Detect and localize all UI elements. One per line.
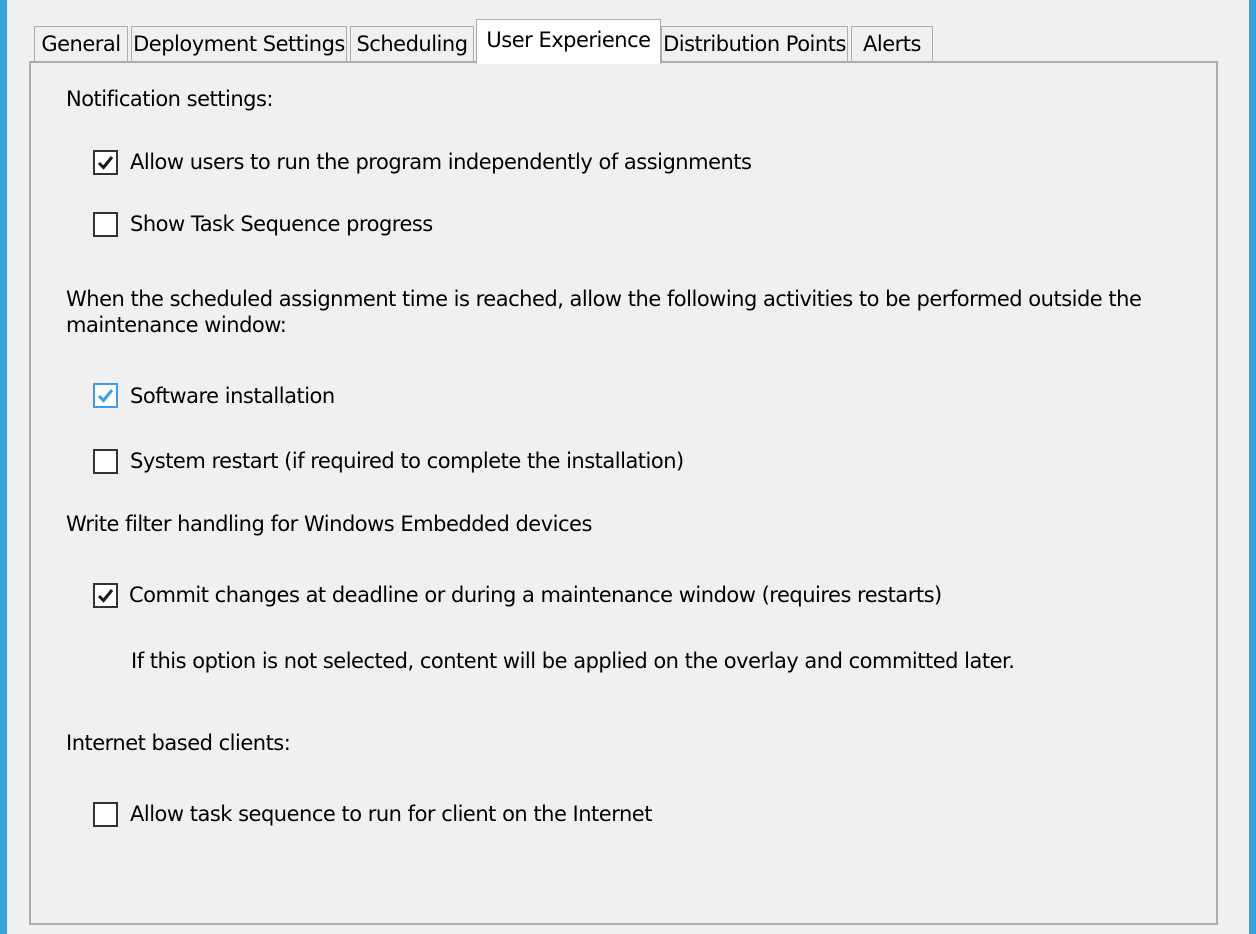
commit-changes-label[interactable]: Commit changes at deadline or during a maintenance window (requires restarts) [129, 583, 942, 607]
show-progress-label[interactable]: Show Task Sequence progress [130, 212, 433, 236]
window-frame-right [1249, 0, 1256, 934]
commit-changes-checkbox[interactable] [93, 583, 118, 608]
tab-deployment-settings[interactable]: Deployment Settings [131, 26, 347, 62]
write-filter-heading: Write filter handling for Windows Embedded devices [66, 512, 592, 536]
maintenance-heading-line1: When the scheduled assignment time is reached, allow the following activities to be performed outside the [66, 287, 1142, 311]
checkmark-icon [97, 154, 114, 171]
software-installation-checkbox[interactable] [93, 383, 118, 408]
show-progress-checkbox[interactable] [93, 212, 118, 237]
checkmark-icon [97, 587, 114, 604]
software-installation-label[interactable]: Software installation [130, 384, 335, 408]
allow-internet-checkbox[interactable] [93, 802, 118, 827]
system-restart-checkbox[interactable] [93, 449, 118, 474]
tab-alerts[interactable]: Alerts [851, 26, 933, 62]
tab-content-panel [29, 61, 1218, 925]
window-frame-left [0, 0, 7, 934]
internet-clients-heading: Internet based clients: [66, 731, 291, 755]
allow-independent-label[interactable]: Allow users to run the program independently of assignments [130, 150, 752, 174]
tab-scheduling[interactable]: Scheduling [350, 26, 474, 62]
notification-settings-heading: Notification settings: [66, 87, 273, 111]
tab-distribution-points[interactable]: Distribution Points [661, 26, 848, 62]
system-restart-label[interactable]: System restart (if required to complete the installation) [130, 449, 684, 473]
tab-user-experience[interactable]: User Experience [476, 19, 661, 64]
allow-independent-checkbox[interactable] [93, 150, 118, 175]
allow-internet-label[interactable]: Allow task sequence to run for client on the Internet [130, 802, 652, 826]
checkmark-icon [97, 387, 114, 404]
maintenance-heading-line2: maintenance window: [66, 313, 287, 337]
write-filter-note: If this option is not selected, content will be applied on the overlay and committed later. [131, 649, 1015, 673]
tab-general[interactable]: General [34, 26, 128, 62]
